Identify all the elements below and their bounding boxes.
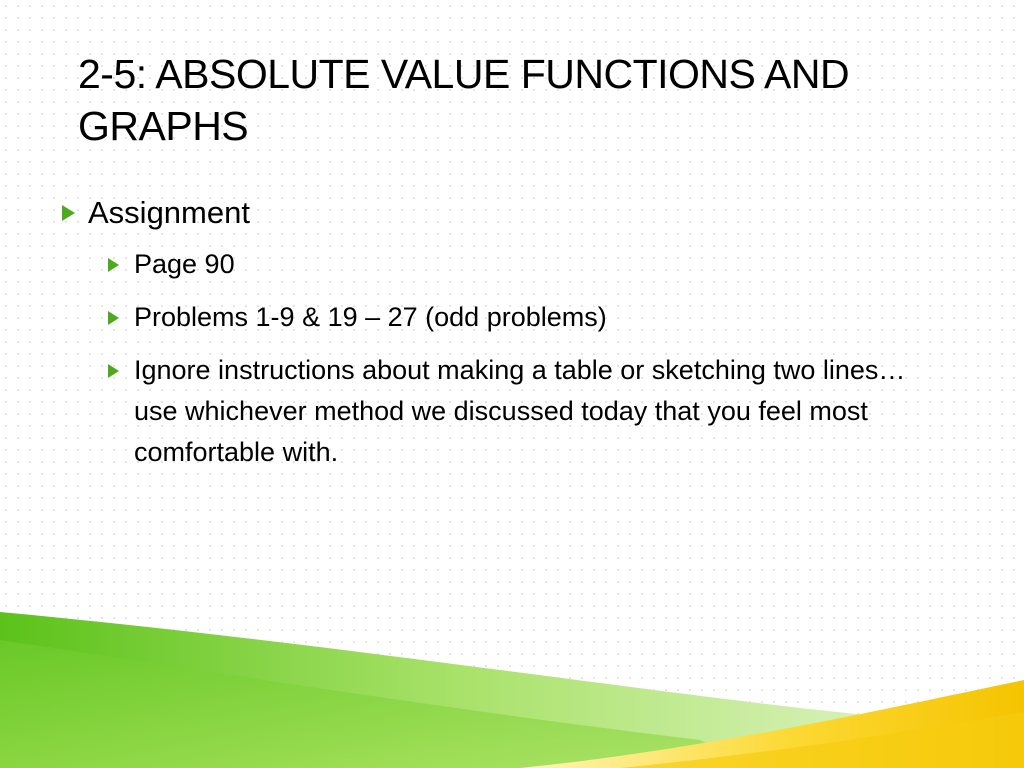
sub-bullet-page-text: Page 90 xyxy=(134,249,235,279)
sub-bullet-triangle-icon xyxy=(108,350,134,391)
sub-bullet-list xyxy=(108,244,962,473)
bullet-assignment xyxy=(62,192,962,234)
bullet-triangle-icon xyxy=(62,192,88,234)
sub-bullet-triangle-icon xyxy=(108,297,134,338)
sub-bullet-problems-text: Problems 1-9 & 19 – 27 (odd problems) xyxy=(134,302,607,332)
footer-swoosh-decoration xyxy=(0,600,1024,768)
slide-content xyxy=(62,192,962,485)
sub-bullet-page xyxy=(108,244,962,285)
slide-title: 2-5: ABSOLUTE VALUE FUNCTIONS AND GRAPHS xyxy=(78,51,850,149)
bullet-assignment-label: Assignment xyxy=(88,195,250,230)
sub-bullet-problems xyxy=(108,297,962,338)
sub-bullet-triangle-icon xyxy=(108,244,134,285)
sub-bullet-instructions-text: Ignore instructions about making a table or sketching two lines… use whichever method we discussed today that you feel most comfortable with. xyxy=(134,355,906,467)
sub-bullet-instructions xyxy=(108,350,962,473)
